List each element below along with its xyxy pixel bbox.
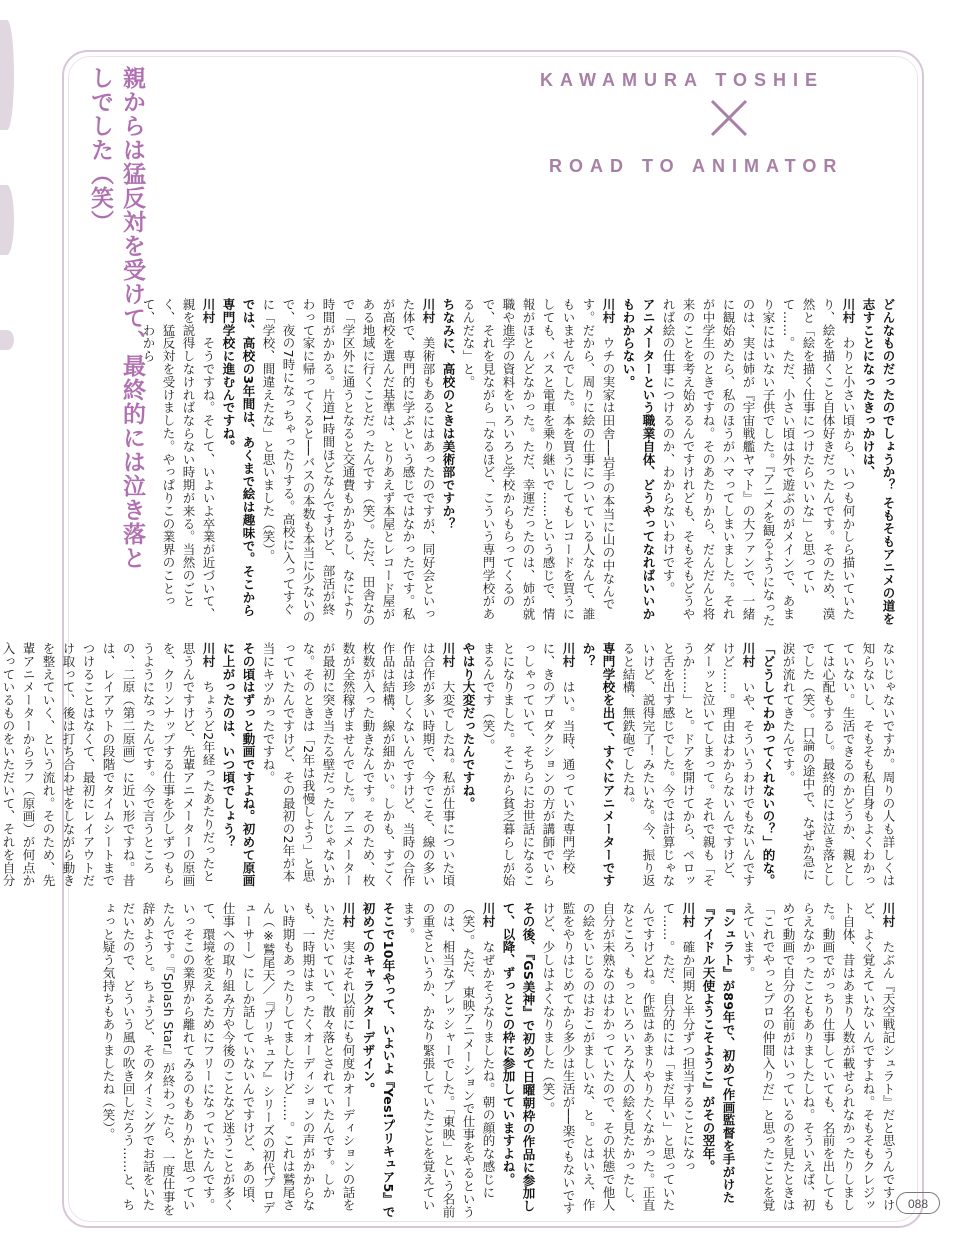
headline: 親からは猛反対を受けて、最終的には泣き落としでした（笑） bbox=[87, 66, 145, 570]
speaker-label: 川村 bbox=[481, 902, 496, 941]
answer bbox=[258, 298, 438, 628]
speaker-label: 川村 bbox=[601, 298, 616, 337]
answer bbox=[0, 642, 218, 892]
cross-mark bbox=[704, 93, 754, 143]
answer bbox=[478, 642, 578, 892]
question: どんなものだったのでしょうか？ そもそもアニメの道を志すことになったきっかけは、 bbox=[861, 298, 896, 626]
question: では、高校の3年間は、あくまで絵は趣味で。そこから専門学校に進むんですね。 bbox=[221, 298, 256, 617]
answer bbox=[618, 642, 758, 892]
speaker-label: 川村 bbox=[881, 902, 896, 941]
answer-text: そうですね。そして、いよいよ卒業が近づいて、親を説得しなければならない時期が来る。当然のごとく、猛反対を受けました。やっぱりこの業界のことって、わから bbox=[141, 298, 216, 621]
answer-text: たぶん『天空戦記シュラト』だと思うんですけど、よく覚えていないんですよね。そもそもクレジット自体、昔はあまり人数が載せられなかったりしました。動画でがっちり仕事していても、名前を出してもらえなかったこともありましたしね。そういえば、初めて動画で自分の名前がはいっているのを見たときは「これでやっとプロの仲間入りだ」と思ったことを覚えています。 bbox=[741, 902, 896, 1212]
answer bbox=[258, 642, 458, 892]
speaker-label: 川村 bbox=[421, 298, 436, 337]
answer bbox=[398, 902, 498, 1222]
question: そこで10年やって、いよいよ『Yes!プリキュア5』で初めてのキャラクターデザイン。 bbox=[361, 902, 396, 1219]
answer bbox=[538, 902, 698, 1222]
answer-text: わりと小さい頃から、いつも何かしら描いていたり、絵を描くこと自体好きだったんです。そのため、漠然と「絵を描く仕事につけたらいいな」と思っていて……。ただ、小さい頃は外で遊ぶのがメインで、あまり家にはいない子供でした。『アニメを観るようになったのは、実は姉が『宇宙戦艦ヤマト』の大ファンで、一緒に観始めたら、私のほうがハマってしまいました。それが中学生のときですね。そのあたりから、だんだんと将来のことを考え始めるんですけれども、そもそもどうやれば絵の仕事につけるのか、わからないわけです。 bbox=[661, 298, 856, 628]
answer bbox=[738, 902, 898, 1222]
page-edge-decoration bbox=[0, 0, 22, 1239]
page-number: 088 bbox=[896, 1192, 940, 1214]
question: その後、『GS美神』で初めて日曜朝枠の作品に参加して、以降、ずっとこの枠に参加していますよね。 bbox=[501, 902, 536, 1213]
question: アニメーターという職業自体、どうやってなればいいかもわからない。 bbox=[621, 298, 656, 621]
answer-text: いや、そういうわけでもないんですけど……。理由はわからないんですけど、ダーッと泣いてしまって。それで親も「そうか……」と。ドアを開けてから、ペロッと舌を出す感じでした。今では計算じゃないけど、説得完了！みたいな。今、振り返ると結構、無鉄砲でしたね。 bbox=[621, 642, 756, 888]
edge-mark bbox=[0, 185, 14, 255]
answer-text: ないじゃないですか。周りの人も詳しくは知らないし、そもそも私自身もよくわかっていない。生活できるのかどうか、親としては心配もするし。最終的には泣き落としでした（笑）。口論の途中で、なぜか急に涙が流れてきたんです。 bbox=[781, 642, 896, 888]
answer-text: はい。当時、通っていた専門学校に、きのプロダクションの方が講師でいらっしゃっていて、そちらにお世話になることになりました。そこから貧乏暮らしが始まるんです（笑）。 bbox=[481, 642, 576, 888]
answer bbox=[138, 298, 218, 628]
question: 「どうしてわかってくれないの？」的な。 bbox=[761, 642, 776, 888]
edge-mark bbox=[0, 330, 14, 350]
speaker-label: 川村 bbox=[561, 642, 576, 681]
article-block-bottom bbox=[101, 902, 898, 1222]
answer-text: なぜかそうなりましたね。朝の顔的な感じに（笑）。ただ、東映アニメーションで仕事をやるというのは、相当なプレッシャーでした。「東映」という名前の重さというか、かなり緊張していたことを覚えています。 bbox=[401, 902, 496, 1219]
edge-mark bbox=[0, 20, 14, 130]
question: その頃はずっと動画ですよね。初めて原画に上がったのは、いつ頃でしょう？ bbox=[221, 642, 256, 888]
answer bbox=[458, 298, 618, 628]
header-name: KAWAMURA TOSHIE bbox=[540, 70, 825, 90]
speaker-label: 川村 bbox=[201, 298, 216, 337]
answer bbox=[778, 642, 898, 892]
answer bbox=[658, 298, 858, 628]
question: 専門学校を出て、すぐにアニメーターですか？ bbox=[581, 642, 616, 888]
answer-text: 美術部もあるにはあったのですが、同好会といった体で、専門的に学ぶという感じではなかったです。私が高校を選んだ基準は、とりあえず本屋とレコード屋がある地域に行くことだったんです（笑）。ただ、田舎なので「学区外に通うとなると交通費もかかるし、なにより時間がかかる。片道1時間ほどなんですけど、部活が終わって家に帰ってくると──バスの本数も本当に少ないので、夜の7時になっちゃったりする。高校に入ってすぐに「学校、間違えたな」と思いました（笑）。 bbox=[261, 298, 436, 628]
speaker-label: 川村 bbox=[741, 642, 756, 681]
speaker-label: 川村 bbox=[441, 642, 456, 681]
answer-text: ちょうど2年経ったあたりだったと思うんですけど、先輩アニメーターの原画を、クリンナップする仕事を少しずつもらうようになったんです。今で言うところの、二原（第二原画）に近い形ですね。昔は、レイアウトの段階でタイムシートまでつけることはなくて、最初にレイアウトだけ取って、後は打ち合わせをしながら動きを整えていく、という流れ。そのため、先輩アニメーターからラフ（原画）が何点か入っているものをいただいて、それを自分 bbox=[1, 642, 216, 888]
speaker-label: 川村 bbox=[681, 902, 696, 941]
article-block-middle bbox=[1, 642, 898, 892]
speaker-label: 川村 bbox=[341, 902, 356, 941]
answer-text: 確か同期と半分ずつ担当することになって……。ただ、自分的には「まだ早い」と思っていたんですけどね。作監はあまりやりたくなかった。正直なところ、もっといろいろな人の絵を見たかったし、自分が未熟なのはわかっていたので、その状態で他人の絵をいじるのはおこがましいな、と。とはいえ、作監をやりはじめてから多少は生活が──楽でもないですけど、少しはよくなりました（笑）。 bbox=[541, 902, 696, 1215]
answer bbox=[98, 902, 358, 1222]
question: 『シュラト』が89年で、初めて作画監督を手がけた『アイドル天使ようこそようこ』がその翌年。 bbox=[701, 902, 736, 1204]
header-subtitle: ROAD TO ANIMATOR bbox=[549, 156, 844, 176]
speaker-label: 川村 bbox=[201, 642, 216, 681]
answer-text: ウチの実家は田舎──岩手の本当に山の中なんです。だから、周りに絵の仕事についている人なんて、誰もいませんでした。本を買うにしてもレコードを買うにしても、バスと電車を乗り継いで……という感じで、情報がほとんどなかった。ただ、幸運だったのは、姉が就職や進学の資料をいろいろと学校からもらってくるので、それを見ながら「なるほど、こういう専門学校があるんだな」と。 bbox=[461, 298, 616, 621]
speaker-label: 川村 bbox=[841, 298, 856, 337]
question: ちなみに、高校のときは美術部ですか？ bbox=[441, 298, 456, 531]
answer-text: 大変でしたね。私が仕事についた頃は合作が多い時期で、今でこそ、線の多い作品は珍しくないんですけど、当時の合作作品は結構、線が細かい。しかも、すごく枚数が入った動きなんです。そのため、枚数が全然稼げませんでした。アニメーターが最初に突き当たる壁だったんじゃないかな。そのときは「2年は我慢しよう」と思っていたんですけど、その最初の2年が本当にキツかったですね。 bbox=[261, 642, 456, 888]
answer-text: 実はそれ以前にも何度かオーディションの話をいただいていて、散々落とされていたんです。しかも、一時期はまったくオーディションの声がかからない時期もあったりしてましたけど……。これは鷲尾さん（※鷲尾天／『プリキュア』シリーズの初代プロデューサー）にしか話していないんですけど、あの頃、仕事への取り組み方や今後のことなど迷うことが多くて、環境を変えるためにフリーになっていたんです。いっそこの業界から離れてみるのもありかと思っていたんです。『Splash Star』が終わったら、一度仕事を辞めようと。ちょうど、そのタイミングでお話をいただいたので、どういう風の吹き回しだろう……と、ちょっと疑う気持ちもありましたね（笑）。 bbox=[101, 902, 356, 1217]
article-block-top bbox=[141, 298, 898, 628]
question: やはり大変だったんですね。 bbox=[461, 642, 476, 810]
